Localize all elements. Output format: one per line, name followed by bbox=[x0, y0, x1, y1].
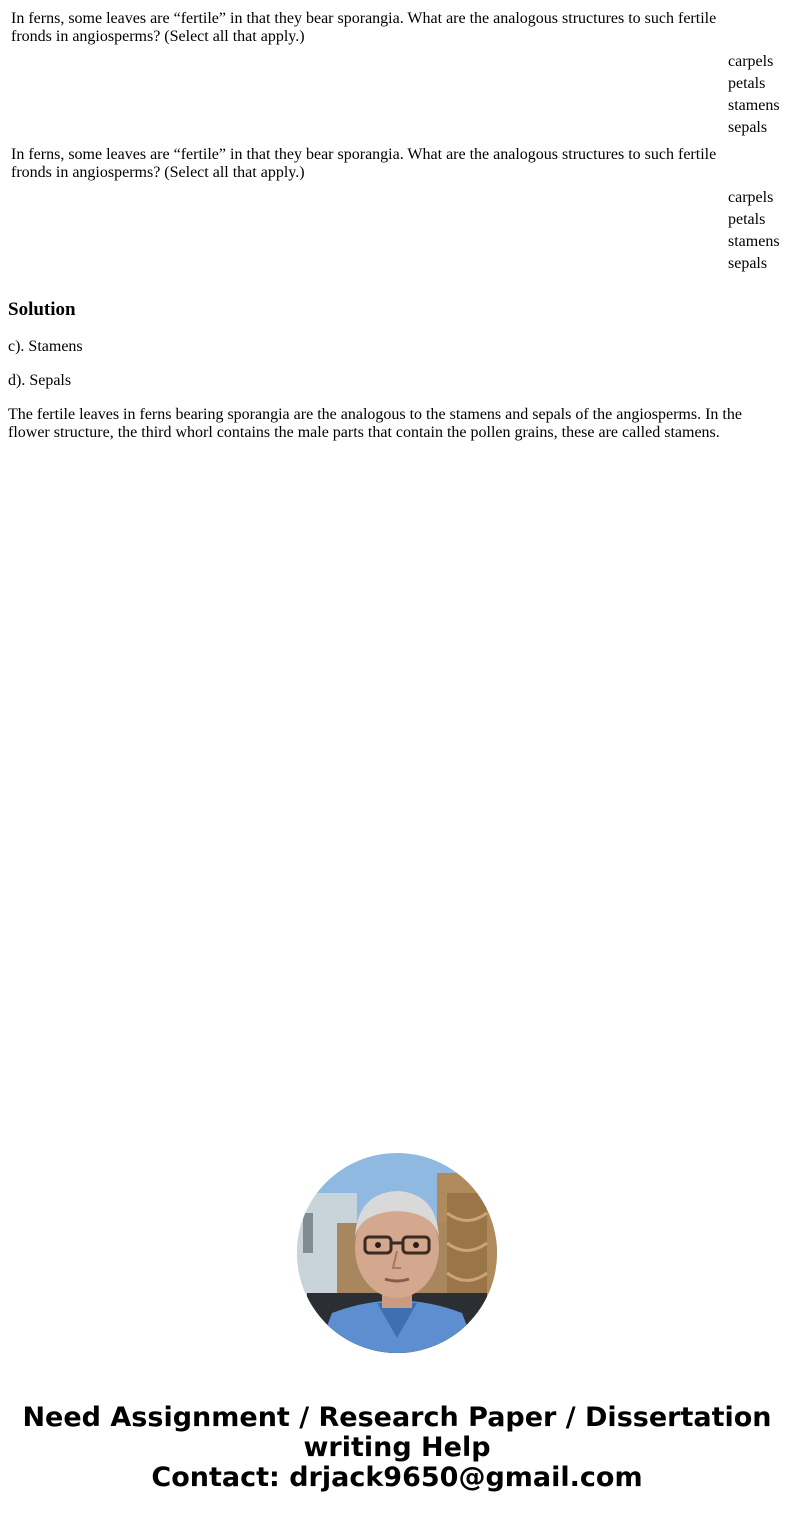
option-carpels[interactable]: carpels bbox=[728, 53, 774, 70]
option-carpels[interactable]: carpels bbox=[728, 189, 774, 206]
question-block-2 bbox=[11, 146, 791, 182]
question-text: In ferns, some leaves are “fertile” in that they bear sporangia. What are the analogous structures to such fertile fronds in angiosperms? (Select all that apply.) bbox=[11, 10, 717, 45]
options-list-1 bbox=[728, 51, 794, 139]
option-sepals[interactable]: sepals bbox=[728, 255, 768, 272]
option-petals[interactable]: petals bbox=[728, 75, 766, 92]
promo-line: Need Assignment / Research Paper / Dissertation bbox=[22, 1402, 772, 1433]
question-text: In ferns, some leaves are “fertile” in that they bear sporangia. What are the analogous structures to such fertile fronds in angiosperms? (Select all that apply.) bbox=[11, 146, 717, 181]
option-stamens[interactable]: stamens bbox=[728, 233, 780, 250]
contact-line[interactable]: Contact: drjack9650@gmail.com bbox=[151, 1462, 643, 1493]
person-portrait-icon bbox=[297, 1153, 497, 1353]
solution-heading: Solution bbox=[8, 299, 76, 320]
answer-item: c). Stamens bbox=[8, 338, 83, 355]
solution-section bbox=[8, 298, 788, 441]
question-block-1 bbox=[11, 10, 791, 46]
option-petals[interactable]: petals bbox=[728, 211, 766, 228]
option-sepals[interactable]: sepals bbox=[728, 119, 768, 136]
solution-explanation: The fertile leaves in ferns bearing sporangia are the analogous to the stamens and sepals of the angiosperms. In the flower structure, the third whorl contains the male parts that contain the pollen grains, these are called stamens. bbox=[8, 406, 742, 441]
answer-item: d). Sepals bbox=[8, 372, 72, 389]
options-list-2 bbox=[728, 187, 794, 275]
promo-line: writing Help bbox=[303, 1432, 491, 1463]
option-stamens[interactable]: stamens bbox=[728, 97, 780, 114]
promo-banner bbox=[0, 1403, 794, 1493]
